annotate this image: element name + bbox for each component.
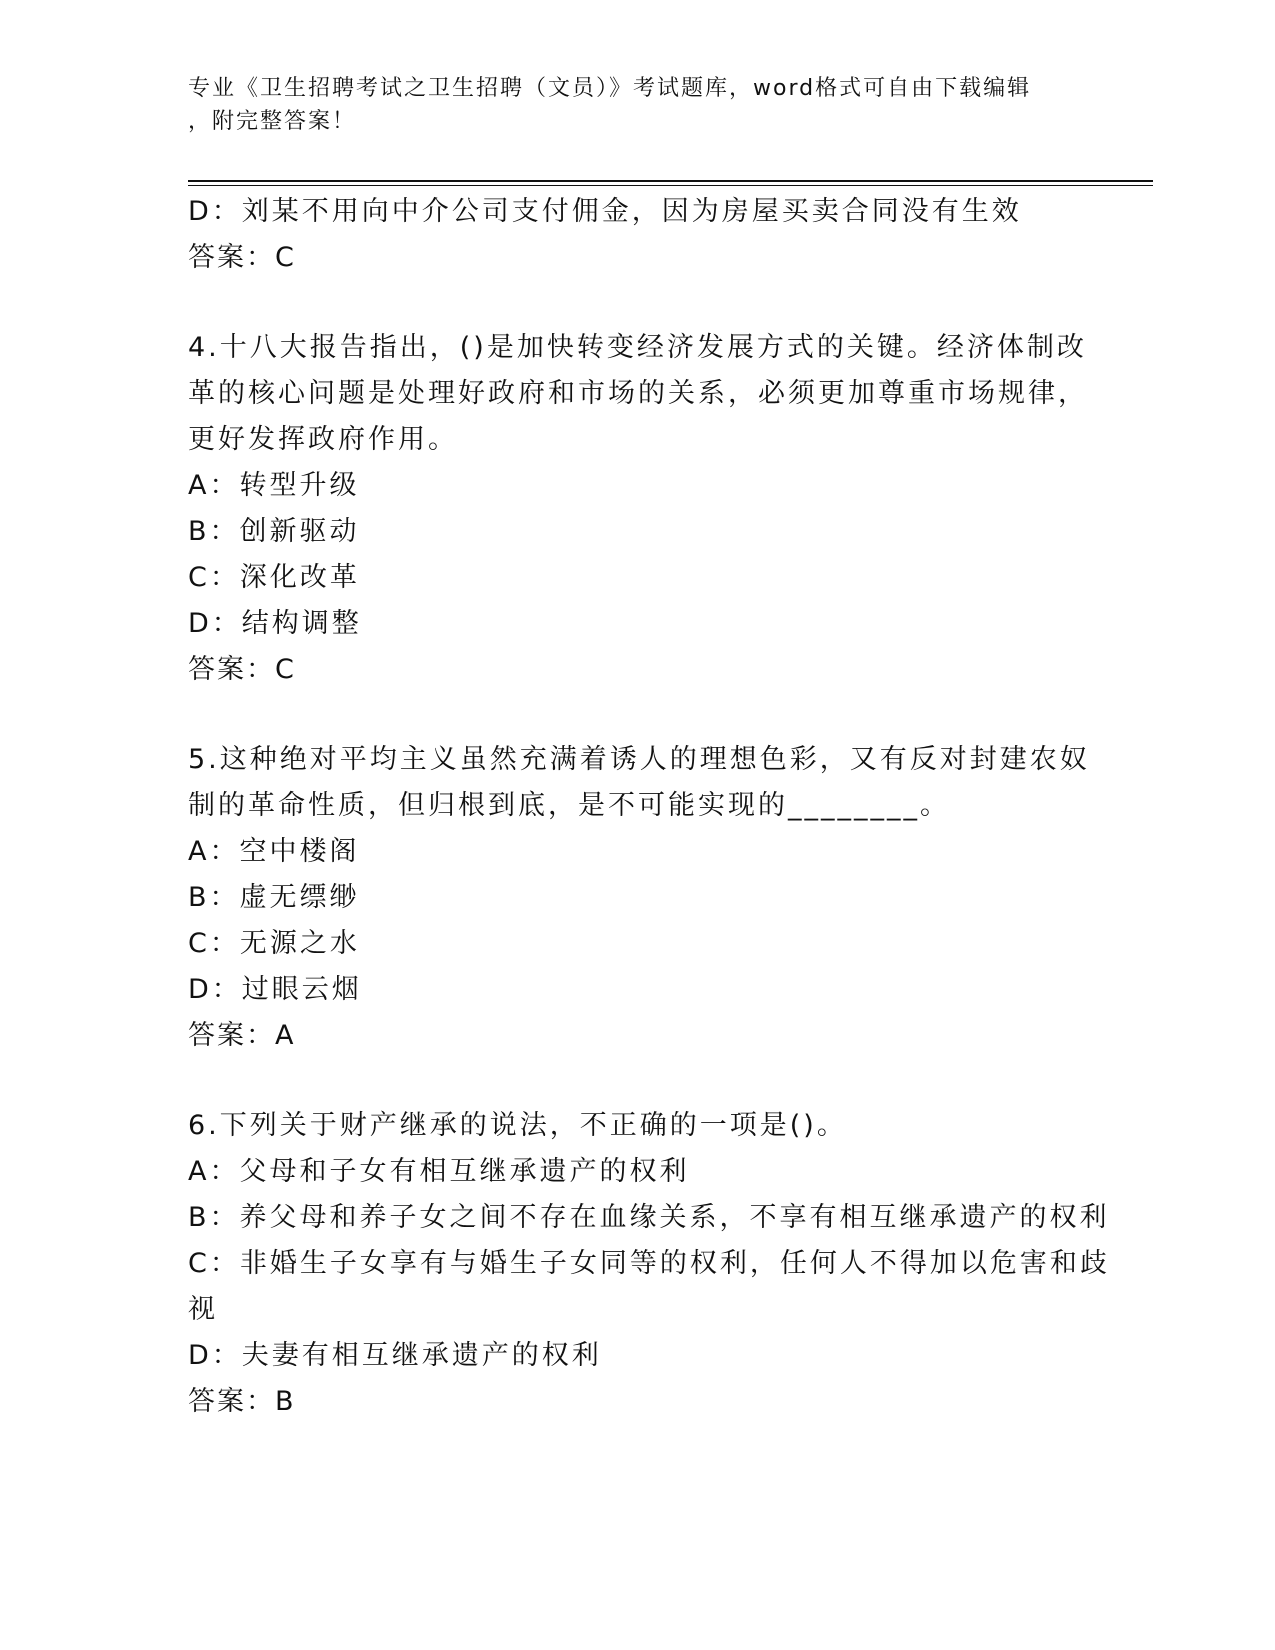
header-divider-thick	[188, 180, 1153, 182]
question-4-option-c: C：深化改革	[188, 562, 360, 593]
question-6-stem-line-1: 6.下列关于财产继承的说法，不正确的一项是()。	[188, 1110, 847, 1141]
spacer	[188, 1059, 1088, 1103]
question-5-stem-line-1: 5.这种绝对平均主义虽然充满着诱人的理想色彩，又有反对封建农奴	[188, 744, 1090, 775]
question-4-stem-line-1: 4.十八大报告指出，()是加快转变经济发展方式的关键。经济体制改	[188, 332, 1087, 363]
question-6-option-d: D：夫妻有相互继承遗产的权利	[188, 1340, 602, 1371]
spacer	[188, 693, 1088, 737]
question-6-option-a: A：父母和子女有相互继承遗产的权利	[188, 1156, 690, 1187]
question-4	[188, 325, 1088, 693]
question-list	[188, 189, 1110, 1425]
question-6	[188, 1103, 1110, 1425]
question-6-option-c: C：非婚生子女享有与婚生子女同等的权利，任何人不得加以危害和歧	[188, 1248, 1110, 1279]
question-4-answer: 答案：C	[188, 654, 296, 685]
question-6-option-b: B：养父母和养子女之间不存在血缘关系，不享有相互继承遗产的权利	[188, 1202, 1110, 1233]
question-5-option-b: B：虚无缥缈	[188, 882, 360, 913]
question-6-answer: 答案：B	[188, 1386, 296, 1417]
question-4-option-d: D：结构调整	[188, 608, 362, 639]
question-4-stem-line-2: 革的核心问题是处理好政府和市场的关系，必须更加尊重市场规律，	[188, 378, 1088, 409]
question-5-stem-line-2: 制的革命性质，但归根到底，是不可能实现的________。	[188, 790, 950, 821]
question-5-option-a: A：空中楼阁	[188, 836, 360, 867]
document-header	[188, 72, 1088, 138]
question-5-answer: 答案：A	[188, 1020, 296, 1051]
question-6-option-c-continued: 视	[188, 1294, 218, 1325]
question-4-stem-line-3: 更好发挥政府作用。	[188, 424, 458, 455]
header-divider-thin	[188, 185, 1153, 186]
question-5-option-d: D：过眼云烟	[188, 974, 362, 1005]
question-5	[188, 737, 1088, 1059]
question-4-option-a: A：转型升级	[188, 470, 360, 501]
carryover-option-d: D：刘某不用向中介公司支付佣金，因为房屋买卖合同没有生效	[188, 196, 1022, 227]
spacer	[188, 281, 1088, 325]
carryover-answer: 答案：C	[188, 242, 296, 273]
header-line-2: ，附完整答案！	[188, 109, 357, 134]
header-line-1: 专业《卫生招聘考试之卫生招聘（文员）》考试题库，word格式可自由下载编辑	[188, 76, 1032, 101]
question-5-option-c: C：无源之水	[188, 928, 360, 959]
question-4-option-b: B：创新驱动	[188, 516, 360, 547]
